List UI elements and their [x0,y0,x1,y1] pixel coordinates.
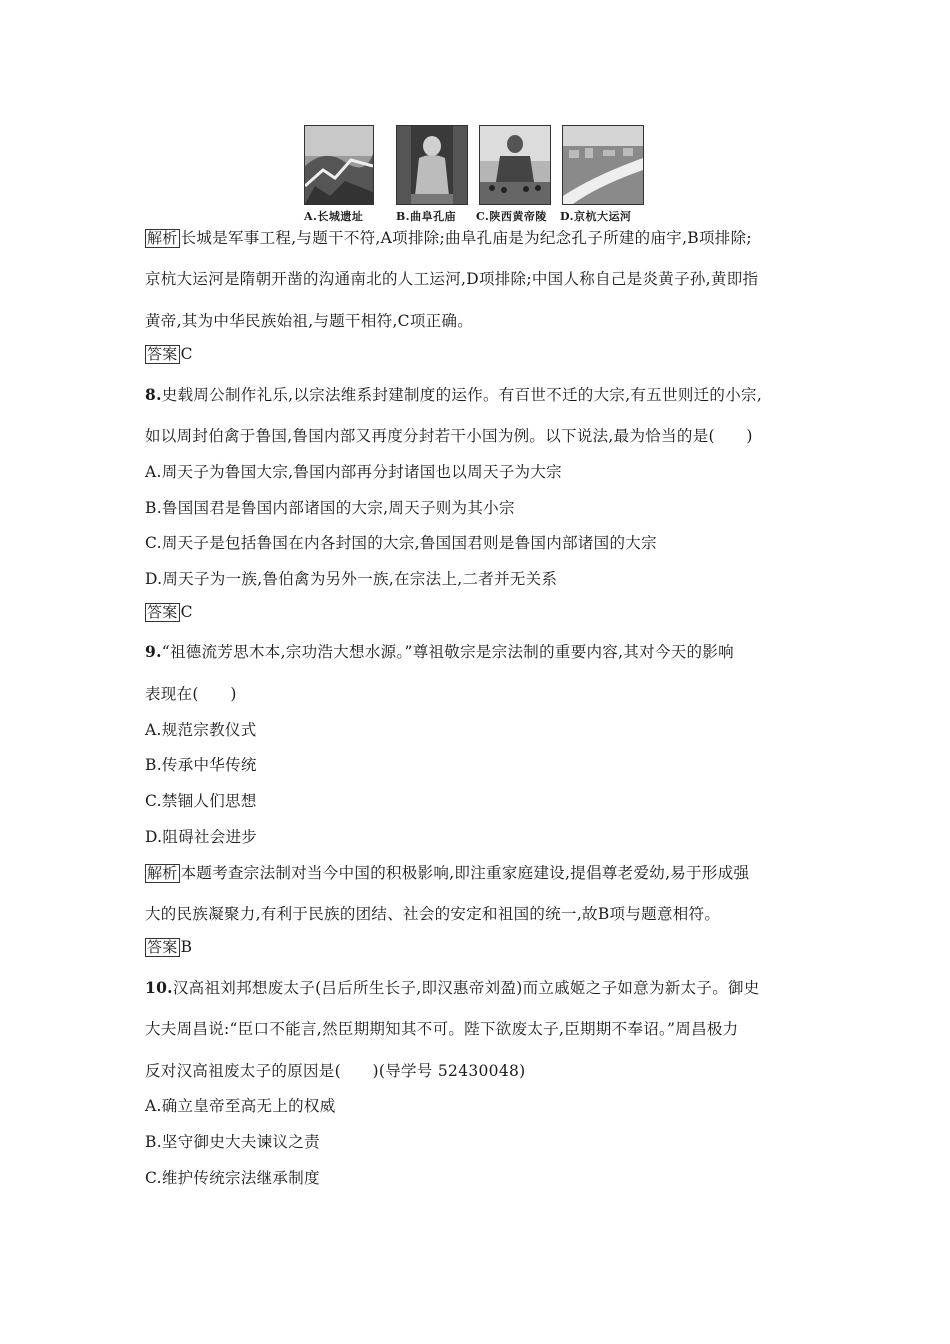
q8-stem-line-2: 如以周封伯禽于鲁国,鲁国内部又再度分封若干小国为例。以下说法,最为恰当的是( ) [145,427,753,445]
q10-option-c: C.维护传统宗法继承制度 [145,1169,320,1187]
caption-d: D.京杭大运河 [560,210,632,223]
question-number: 9. [145,642,162,661]
yellow-emperor-mausoleum-photo [479,125,551,205]
q8-option-b: B.鲁国国君是鲁国内部诸国的大宗,周天子则为其小宗 [145,499,515,517]
q8-option-c: C.周天子是包括鲁国在内各封国的大宗,鲁国国君则是鲁国内部诸国的大宗 [145,534,657,552]
q8-option-d: D.周天子为一族,鲁伯禽为另外一族,在宗法上,二者并无关系 [145,570,558,588]
great-wall-photo [304,125,374,205]
analysis-tag: 解析 [147,229,178,247]
question-number: 10. [145,978,173,997]
answer-tag: 答案 [147,938,178,956]
confucius-temple-photo [396,125,468,205]
q10-stem-line-3: 反对汉高祖废太子的原因是( )(导学号 52430048) [145,1062,526,1080]
q9-option-d: D.阻碍社会进步 [145,828,258,846]
figure-photos [304,125,644,225]
q9-option-a: A.规范宗教仪式 [145,721,257,739]
q9-stem-line-2: 表现在( ) [145,685,237,703]
question-number: 8. [145,385,162,404]
analysis-tag: 解析 [147,864,178,882]
q9-analysis-line-1: 解析 本题考查宗法制对当今中国的积极影响,即注重家庭建设,提倡尊老爱幼,易于形成强 [147,864,750,882]
answer-tag: 答案 [147,345,178,363]
q9-option-c: C.禁锢人们思想 [145,792,257,810]
caption-a: A.长城遗址 [304,210,364,223]
q10-stem-line-1: 10.汉高祖刘邦想废太子(吕后所生长子,即汉惠帝刘盈)而立戚姬之子如意为新太子。御史 [145,978,760,997]
q8-stem-line-1: 8.史载周公制作礼乐,以宗法维系封建制度的运作。有百世不迁的大宗,有五世则迁的小宗, [145,385,763,404]
grand-canal-photo [562,125,644,205]
q9-option-b: B.传承中华传统 [145,756,257,774]
q8-option-a: A.周天子为鲁国大宗,鲁国内部再分封诸国也以周天子为大宗 [145,463,562,481]
q9-answer: 答案 B [147,938,193,956]
q9-analysis-line-2: 大的民族凝聚力,有利于民族的团结、社会的安定和祖国的统一,故B项与题意相符。 [145,905,721,923]
caption-c: C.陕西黄帝陵 [476,210,547,223]
caption-b: B.曲阜孔庙 [396,210,457,223]
q7-analysis-line-2: 京杭大运河是隋朝开凿的沟通南北的人工运河,D项排除;中国人称自己是炎黄子孙,黄即指 [145,270,759,288]
q9-stem-line-1: 9.“祖德流芳思木本,宗功浩大想水源。”尊祖敬宗是宗法制的重要内容,其对今天的影响 [145,642,734,661]
q7-analysis-line-3: 黄帝,其为中华民族始祖,与题干相符,C项正确。 [145,312,474,330]
q10-stem-line-2: 大夫周昌说:“臣口不能言,然臣期期知其不可。陛下欲废太子,臣期期不奉诏。”周昌极力 [145,1020,739,1038]
q7-answer: 答案 C [147,345,193,363]
q10-option-a: A.确立皇帝至高无上的权威 [145,1097,336,1115]
q8-answer: 答案 C [147,603,193,621]
q7-analysis-line-1: 解析 长城是军事工程,与题干不符,A项排除;曲阜孔庙是为纪念孔子所建的庙宇,B项排除; [147,229,752,247]
q10-option-b: B.坚守御史大夫谏议之责 [145,1133,320,1151]
answer-tag: 答案 [147,603,178,621]
